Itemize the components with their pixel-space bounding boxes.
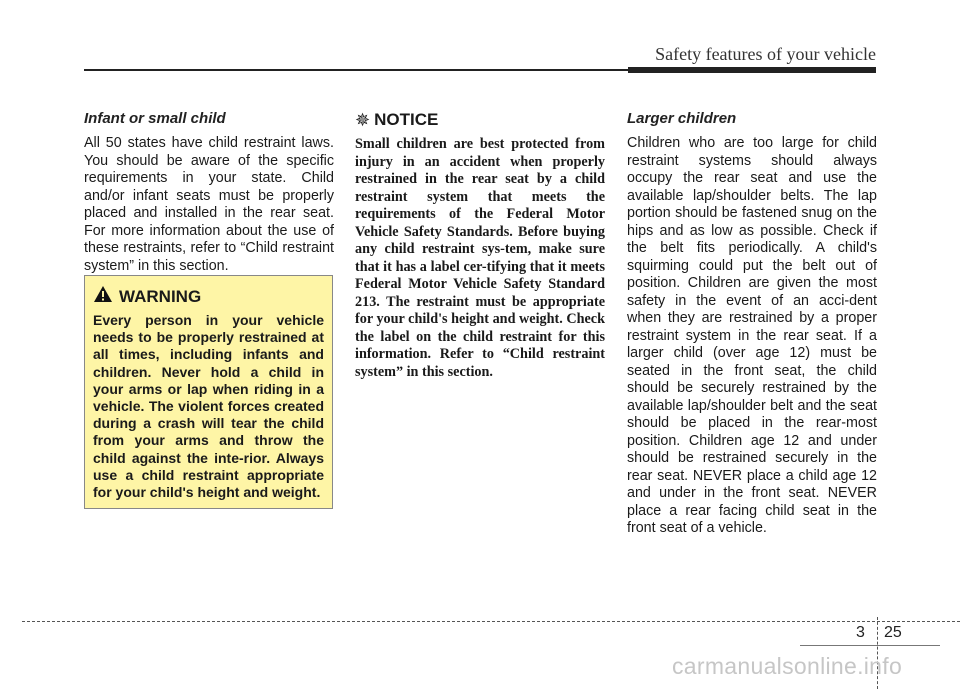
warning-box: [84, 275, 333, 509]
warning-text: Every person in your vehicle needs to be properly restrained at all times, including infants and children. Never hold a child in your arms or lap when riding in a vehicle. The violent forces created during a crash will tear the child from your arms and throw the child against the inte-rior. Always use a child restraint appropriate for your child's height and weight.: [93, 312, 324, 501]
infant-heading: Infant or small child: [84, 110, 226, 127]
section-title: Safety features of your vehicle: [655, 44, 876, 64]
column-notice: [355, 110, 605, 381]
header-rule-accent: [628, 67, 876, 73]
chapter-number: 3: [856, 624, 865, 641]
column-larger-children: [627, 110, 877, 538]
footer-dashed-rule: [22, 621, 960, 622]
page-number: 25: [884, 624, 902, 641]
notice-text: Small children are best protected from injury in an accident when properly restrained in the rear seat by a child restraint system that meets the requirements of the Federal Motor Vehicle Safety Standards. Before buying any child restraint sys-tem, make sure that it has a label cer-tifying that it meets Federal Motor Vehicle Safety Standard 213. The restraint must be appropriate for your child's height and weight. Check the label on the child restraint for this information. Refer to “Child restraint system” in this section.: [355, 136, 605, 380]
watermark: carmanualsonline.info: [672, 653, 903, 679]
notice-title-row: [355, 110, 605, 130]
footer-rule: [800, 645, 940, 646]
notice-star-icon: ✵: [355, 110, 371, 130]
warning-title-row: [93, 285, 324, 308]
warning-label: WARNING: [119, 286, 202, 306]
notice-label: NOTICE: [374, 110, 439, 129]
column-infant: [84, 110, 334, 275]
infant-paragraph: All 50 states have child restraint laws. You should be aware of the specific requirements in your state. Child and/or infant seats must be properly placed and installed in the rear seat. For more information about the use of these restraints, refer to “Child restraint system” in this section.: [84, 135, 334, 274]
larger-heading: Larger children: [627, 110, 737, 127]
larger-paragraph: Children who are too large for child restraint systems should always occupy the rear seat and use the available lap/shoulder belts. The lap portion should be fastened snug on the hips and as low as possible. Check if the belt fits periodically. A child's squirming could put the belt out of position. Children are given the most safety in the event of an acci-dent when they are restrained by a proper restraint system in the rear seat. If a larger child (over age 12) must be seated in the front seat, the child should be securely restrained by the available lap/shoulder belt and the seat should be placed in the rear-most position. Children age 12 and under should be restrained securely in the rear seat. NEVER place a child age 12 and under in the front seat. NEVER place a rear facing child seat in the front seat of a vehicle.: [627, 135, 877, 536]
warning-triangle-icon: [93, 285, 113, 308]
